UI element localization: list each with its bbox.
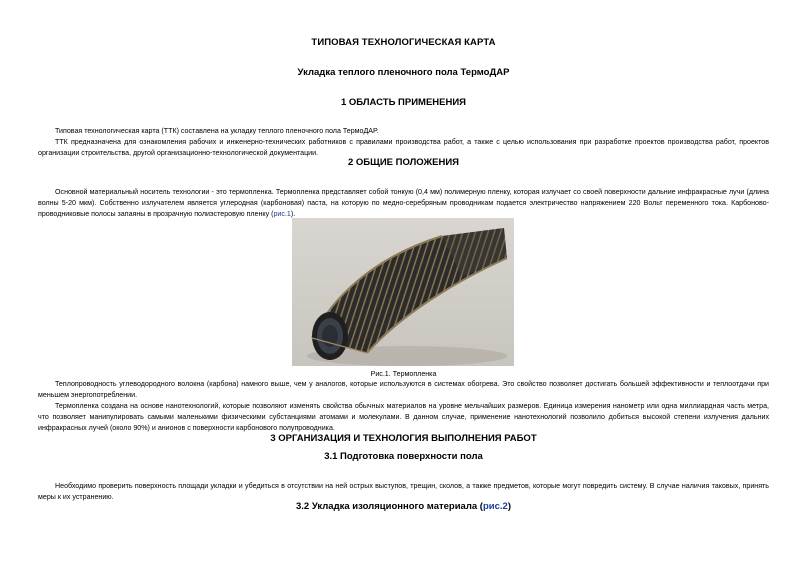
section-2-paragraph-2-text: Теплопроводность углеводородного волокна (карбона) намного выше, чем у аналогов, которые используются в системах обогрева. Это свойство позволяет достигать большей эффективности и теплоотдачи при меньшем энергопотреблении. (38, 380, 769, 400)
subsection-3-2-end: ) (507, 501, 511, 512)
figure-1-link[interactable]: рис.1 (273, 210, 291, 219)
section-2-heading: 2 ОБЩИЕ ПОЛОЖЕНИЯ (348, 157, 459, 168)
section-2-paragraph-1 (38, 187, 769, 221)
section-2-paragraph-3 (38, 401, 769, 435)
thermofilm-roll-illustration (292, 218, 514, 366)
thermofilm-photo (292, 218, 514, 366)
doc-subtitle: Укладка теплого пленочного пола ТермоДАР (297, 67, 510, 78)
section-2-paragraph-3-text: Термопленка создана на основе нанотехнологий, которые позволяют изменять свойства обычных материалов на уровне мельчайших размеров. Единица измерения нанометр или одна миллиардная часть метра, что позволяет манипулировать самыми маленькими физическими субстанциями атомами и молекулами. В данном случае, применение нанотехнологий позволило добиться высокой степени излучения дальних инфракрасных лучей (около 90%) и анионов с поверхности карбонового полупроводника. (38, 402, 769, 433)
section-1-paragraph-2-text: ТТК предназначена для ознакомления рабочих и инженерно-технических работников с правилами производства работ, а также с целью использования при разработке проектов производства работ, проектов организации строительства, другой организационно-технологической документации. (38, 138, 769, 158)
section-2-paragraph-1-end: ). (290, 210, 296, 219)
subsection-3-2-text: 3.2 Укладка изоляционного материала ( (296, 501, 483, 512)
section-2-paragraph-1-text: Основной материальный носитель технологии - это термопленка. Термопленка представляет собой тонкую (0,4 мм) полимерную пленку, которая излучает со своей поверхности дальние инфракрасные лучи (длина волны 5-20 мкм). Собственно излучателем является углеродная (карбоновая) паста, на которую по медно-серебряным проводникам подается электричество напряжением 220 Вольт переменного тока. Карбоново-проводниковые полосы запаяны в прозрачную полиэстеровую пленку ( (38, 188, 769, 219)
section-2-paragraph-2 (38, 379, 769, 401)
subsection-3-1-heading: 3.1 Подготовка поверхности пола (324, 451, 483, 462)
subsection-3-2-heading (0, 501, 807, 512)
figure-1-caption: Рис.1. Термопленка (370, 370, 437, 378)
doc-title: ТИПОВАЯ ТЕХНОЛОГИЧЕСКАЯ КАРТА (311, 37, 496, 48)
section-1-paragraph-1 (38, 126, 769, 137)
section-1-paragraph-1-text: Типовая технологическая карта (ТТК) составлена на укладку теплого пленочного пола ТермоДАР. (55, 127, 379, 135)
section-3-paragraph-1-text: Необходимо проверить поверхность площади укладки и убедиться в отсутствии на ней острых выступов, трещин, сколов, а также предметов, которые могут повредить систему. В случае наличия таковых, принять меры к их устранению. (38, 482, 769, 502)
figure-2-link[interactable]: рис.2 (482, 501, 508, 512)
section-3-heading: 3 ОРГАНИЗАЦИЯ И ТЕХНОЛОГИЯ ВЫПОЛНЕНИЯ РАБОТ (270, 433, 537, 444)
section-1-heading: 1 ОБЛАСТЬ ПРИМЕНЕНИЯ (340, 97, 467, 108)
